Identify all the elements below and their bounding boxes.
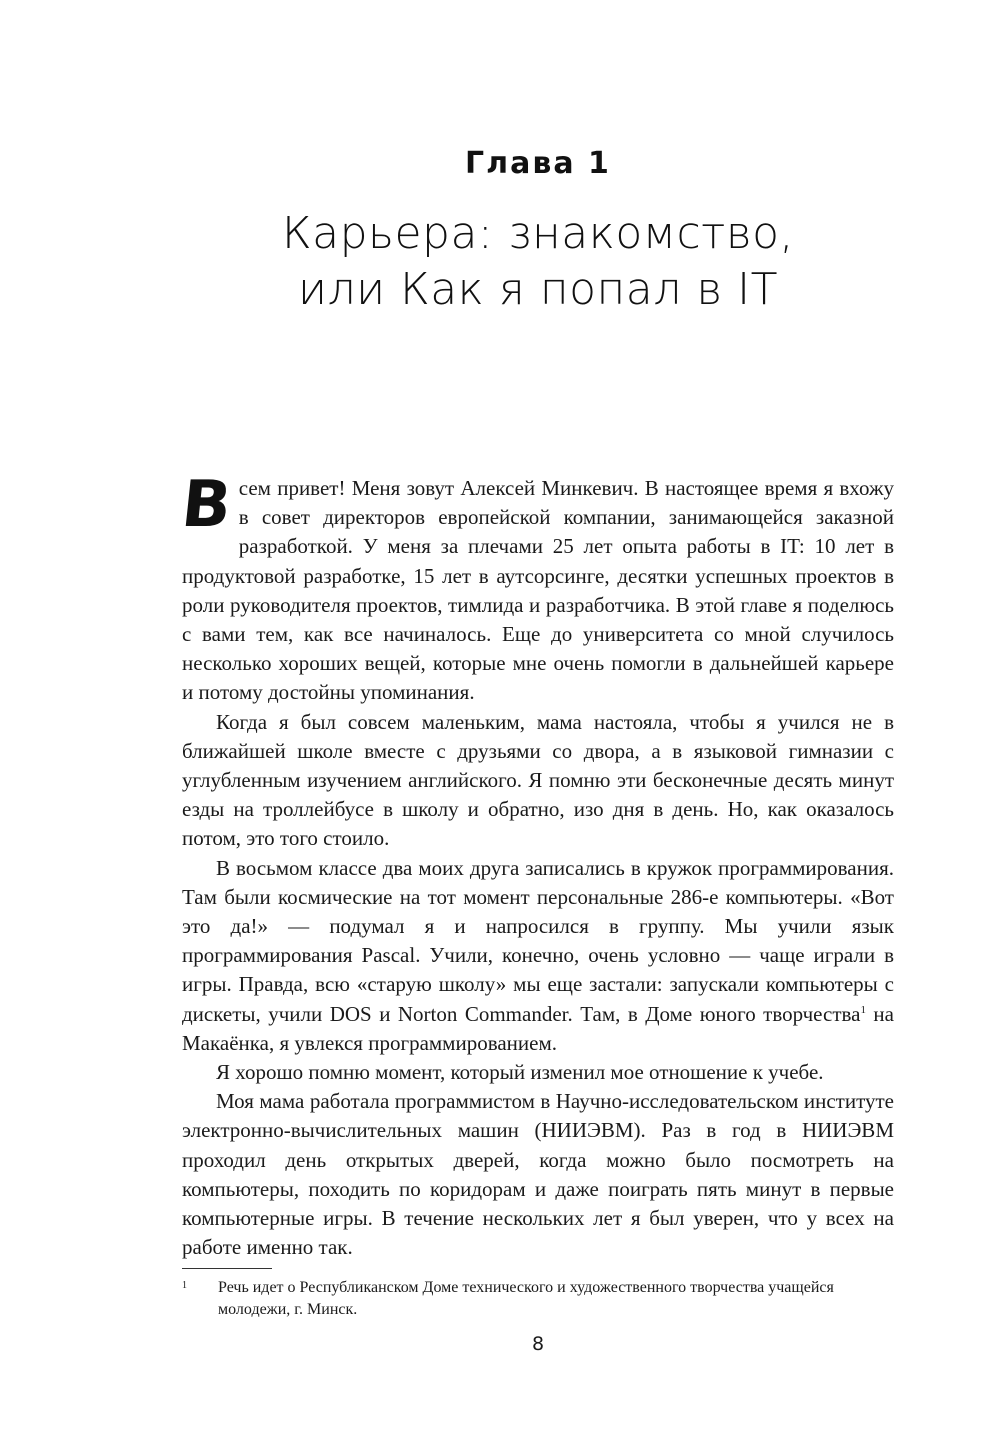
paragraph-1-text: сем привет! Меня зовут Алексей Минкевич. В настоящее время я вхожу в совет директоров европейской компании, занимающейся заказной разработкой. У меня за плечами 25 лет опыта работы в IT: 10 лет в продуктовой разработке, 15 лет в аутсорсинге, десятки успешных проектов в роли руководителя проектов, тимлида и разработчика. В этой главе я поделюсь с вами тем, как все начиналось. Еще до университета со мной случилось несколько хороших вещей, которые мне очень помогли в дальнейшей карьере и потому достойны упоминания. <box>182 476 894 705</box>
footnote-text: Речь идет о Республиканском Доме технического и художественного творчества учащейся молодежи, г. Минск. <box>218 1279 834 1318</box>
paragraph-2: Когда я был совсем маленьким, мама настояла, чтобы я учился не в ближайшей школе вместе с друзьями со двора, а в языковой гимназии с углубленным изучением английского. Я помню эти бесконечные десять минут езды на троллейбусе в школу и обратно, изо дня в день. Но, как оказалось потом, это того стоило. <box>182 709 894 851</box>
paragraph-3-text-a: В восьмом классе два моих друга записались в кружок программирования. Там были космические на тот момент персональные 286-е компьютеры. «Вот это да!» — подумал я и напросился в группу. Мы учили язык программирования Pascal. Учили, конечно, очень условно — чаще играли в игры. Правда, всю «старую школу» мы еще застали: запускали компьютеры с дискеты, учили DOS и Norton Commander. Там, в Доме юного творчества <box>182 855 894 1026</box>
paragraph-3 <box>182 854 894 1058</box>
paragraph-4: Я хорошо помню момент, который изменил мое отношение к учебе. <box>216 1060 824 1085</box>
paragraph-3-text-b: на Макаёнка, я увлекся программированием. <box>182 1001 894 1055</box>
footnote-reference[interactable]: 1 <box>860 1003 866 1016</box>
chapter-title <box>0 206 1000 318</box>
paragraph-1 <box>178 468 894 708</box>
chapter-title-line-1: Карьера: знакомство, <box>281 208 795 259</box>
chapter-label: Глава 1 <box>465 146 611 181</box>
paragraph-5: Моя мама работала программистом в Научно-исследовательском институте электронно-вычислительных машин (НИИЭВМ). Раз в год в НИИЭВМ проходил день открытых дверей, когда можно было посмотреть на компьютеры, походить по коридорам и даже поиграть пять минут в первые компьютерные игры. В течение нескольких лет я был уверен, что у всех на работе именно так. <box>182 1089 894 1260</box>
footnote-number: 1 <box>182 1280 187 1291</box>
footnote-divider <box>182 1268 272 1269</box>
page-number: 8 <box>531 1333 545 1355</box>
body-text <box>178 468 894 1262</box>
drop-cap: В <box>178 468 235 542</box>
footnote <box>182 1277 894 1321</box>
chapter-title-line-2: или Как я попал в IT <box>298 264 778 315</box>
